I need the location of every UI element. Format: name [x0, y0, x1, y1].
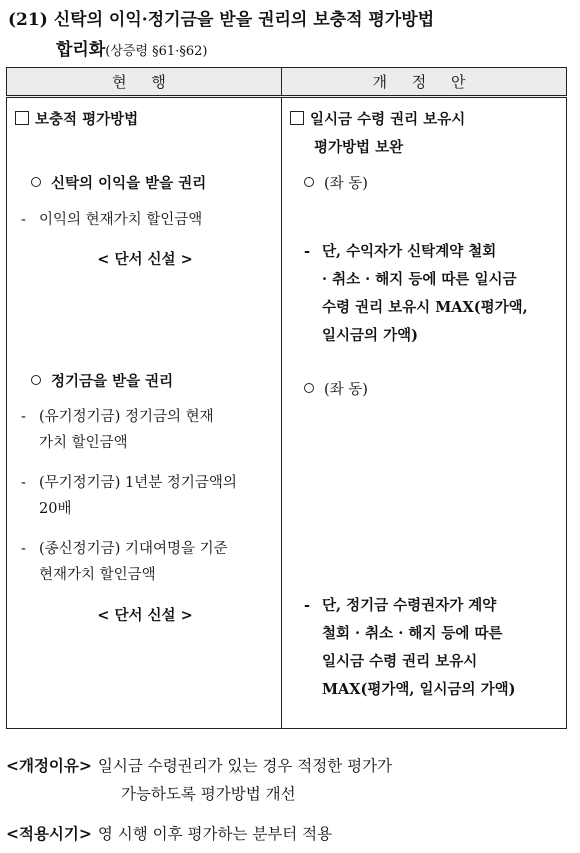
title-text: 신탁의 이익·정기금을 받을 권리의 보충적 평가방법 — [53, 10, 435, 30]
circle-bullet-icon — [31, 375, 41, 385]
proviso-new-note: < 단서 신설 > — [97, 607, 193, 624]
amended-heading-cont: 평가방법 보완 — [314, 139, 404, 156]
list-item: - (종신정기금) 기대여명을 기준 현재가치 할인금액 — [21, 541, 228, 583]
statute-reference: (상증령 §61·§62) — [105, 44, 208, 59]
current-column — [7, 97, 282, 729]
amendment-reason: <개정이유> 일시금 수령권리가 있는 경우 적정한 평가가 가능하도록 평가방법 개선 — [6, 756, 393, 803]
item-periodic-payment: 정기금을 받을 권리 — [15, 368, 275, 396]
amended-column — [282, 97, 567, 729]
section-title — [8, 5, 568, 67]
reason-label: <개정이유> — [6, 756, 92, 775]
title-line-1 — [8, 5, 568, 35]
circle-bullet-icon — [31, 177, 41, 187]
current-heading: 보충적 평가방법 — [15, 106, 275, 134]
same-as-left: (좌 동) — [290, 170, 560, 198]
circle-bullet-icon — [304, 383, 314, 393]
list-item: - 이익의 현재가치 할인금액 — [21, 212, 203, 228]
header-current: 현 행 — [7, 68, 282, 97]
same-as-left: (좌 동) — [290, 376, 560, 404]
list-item: - (유기정기금) 정기금의 현재 가치 할인금액 — [21, 409, 214, 451]
comparison-table — [6, 67, 567, 729]
effective-label: <적용시기> — [6, 824, 92, 843]
title-line-2 — [8, 35, 568, 67]
section-number: (21) — [8, 10, 48, 30]
square-bullet-icon — [290, 111, 304, 125]
proviso-new-note: < 단서 신설 > — [97, 251, 193, 268]
effective-date: <적용시기> 영 시행 이후 평가하는 분부터 적용 — [6, 824, 333, 843]
circle-bullet-icon — [304, 177, 314, 187]
title-text-cont: 합리화 — [56, 40, 106, 60]
amended-heading: 일시금 수령 권리 보유시 — [290, 106, 560, 134]
proviso-trust: - 단, 수익자가 신탁계약 철회 · 취소 · 해지 등에 따른 일시금 수령 권리 보유시 MAX(평가액, 일시금의 가액) — [304, 243, 528, 344]
header-amended: 개 정 안 — [282, 68, 567, 97]
item-trust-benefit: 신탁의 이익을 받을 권리 — [15, 170, 275, 198]
square-bullet-icon — [15, 111, 29, 125]
proviso-periodic: - 단, 정기금 수령권자가 계약 철회 · 취소 · 해지 등에 따른 일시금 수령 권리 보유시 MAX(평가액, 일시금의 가액) — [304, 597, 516, 698]
list-item: - (무기정기금) 1년분 정기금액의 20배 — [21, 475, 237, 517]
